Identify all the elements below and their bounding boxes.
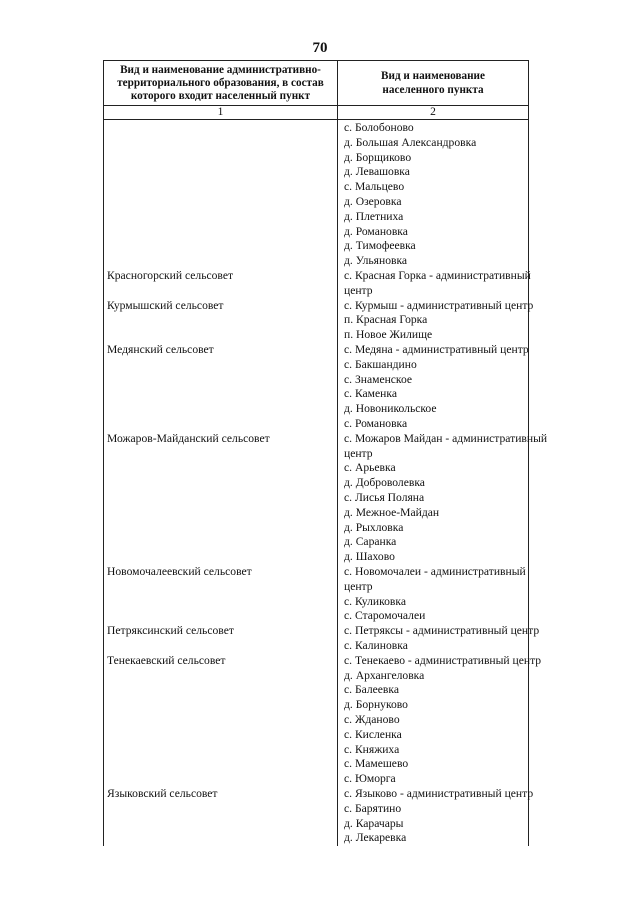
settlement-name: д. Архангеловка bbox=[344, 668, 425, 682]
settlement-name: центр bbox=[344, 283, 373, 297]
settlement-name: с. Красная Горка - административный bbox=[344, 269, 531, 282]
admin-unit-name: Курмышский сельсовет bbox=[107, 298, 224, 312]
settlement-name: д. Карачары bbox=[344, 816, 404, 830]
settlement-name: п. Новое Жилище bbox=[344, 328, 433, 342]
settlement-name: д. Романовка bbox=[344, 224, 408, 238]
settlement-name: д. Рыхловка bbox=[344, 520, 404, 534]
settlement-name: с. Романовка bbox=[344, 417, 408, 430]
settlement-name: с. Мальцево bbox=[344, 180, 405, 194]
column-numbers-row bbox=[104, 105, 528, 120]
settlement-name: д. Левашовка bbox=[344, 165, 410, 179]
header-col1: Вид и наименование административно- территориального образования, в состав которого входит населенный пункт bbox=[104, 61, 338, 105]
column-number-2: 2 bbox=[430, 106, 436, 118]
admin-unit-name: Красногорский сельсовет bbox=[107, 269, 234, 282]
settlement-name: с. Куликовка bbox=[344, 594, 406, 608]
settlement-name: д. Озеровка bbox=[344, 195, 402, 208]
settlement-name: с. Барятино bbox=[344, 801, 402, 815]
settlement-name: д. Ульяновка bbox=[344, 254, 408, 268]
settlement-name: с. Калиновка bbox=[344, 639, 408, 652]
settlement-name: с. Балеевка bbox=[344, 683, 400, 697]
admin-unit-name: Тенекаевский сельсовет bbox=[107, 653, 226, 667]
settlement-name: с. Знаменское bbox=[344, 372, 413, 386]
settlement-name: д. Борнуково bbox=[344, 698, 408, 712]
admin-unit-name: Новомочалеевский сельсовет bbox=[107, 565, 252, 578]
settlement-name: д. Борщиково bbox=[344, 150, 412, 164]
settlement-name: с. Медяна - административный центр bbox=[344, 343, 529, 356]
settlement-name: с. Арьевка bbox=[344, 461, 396, 475]
settlement-name: д. Тимофеевка bbox=[344, 239, 416, 253]
admin-unit-name: Языковский сельсовет bbox=[107, 787, 218, 800]
settlement-name: с. Бакшандино bbox=[344, 357, 417, 371]
settlement-name: центр bbox=[344, 446, 373, 460]
settlement-name: с. Болобоново bbox=[344, 121, 414, 134]
settlement-name: д. Лекаревка bbox=[344, 831, 407, 845]
settlement-name: центр bbox=[344, 579, 373, 593]
settlement-name: с. Тенекаево - административный центр bbox=[344, 653, 542, 667]
settlement-name: с. Княжиха bbox=[344, 742, 400, 756]
column-number-1: 1 bbox=[104, 105, 338, 119]
page-number: 70 bbox=[312, 40, 328, 56]
settlement-name: с. Курмыш - административный центр bbox=[344, 298, 534, 312]
settlement-name: д. Доброволевка bbox=[344, 476, 425, 490]
settlement-name: с. Новомочалеи - административный bbox=[344, 565, 526, 578]
settlement-name: д. Саранка bbox=[344, 535, 397, 549]
settlement-name: д. Новоникольское bbox=[344, 402, 437, 416]
settlement-name: д. Плетниха bbox=[344, 209, 404, 223]
admin-unit-name: Медянский сельсовет bbox=[107, 343, 214, 356]
settlement-name: с. Языково - административный центр bbox=[344, 787, 534, 800]
settlement-name: п. Красная Горка bbox=[344, 313, 428, 327]
header-col2: Вид и наименование населенного пункта bbox=[381, 70, 485, 96]
settlement-name: с. Юморга bbox=[344, 772, 396, 786]
settlement-name: с. Мамешево bbox=[344, 757, 409, 771]
column-divider bbox=[337, 120, 338, 846]
settlement-name: с. Каменка bbox=[344, 387, 397, 401]
settlement-name: д. Межное-Майдан bbox=[344, 505, 440, 519]
settlement-name: с. Петряксы - административный центр bbox=[344, 624, 540, 638]
table-header bbox=[104, 60, 528, 106]
settlement-name: с. Ждановo bbox=[344, 713, 400, 726]
admin-unit-name: Можаров-Майданский сельсовет bbox=[107, 431, 270, 445]
settlement-name: с. Старомочалеи bbox=[344, 609, 426, 623]
settlement-name: д. Большая Александровка bbox=[344, 135, 477, 149]
settlement-name: д. Шахово bbox=[344, 550, 395, 564]
settlement-name: с. Лисья Поляна bbox=[344, 491, 425, 504]
settlement-name: с. Можаров Майдан - административный bbox=[344, 431, 548, 445]
settlement-name: с. Кисленка bbox=[344, 727, 402, 741]
settlements-table bbox=[103, 60, 548, 846]
admin-unit-name: Петряксинский сельсовет bbox=[107, 624, 234, 638]
